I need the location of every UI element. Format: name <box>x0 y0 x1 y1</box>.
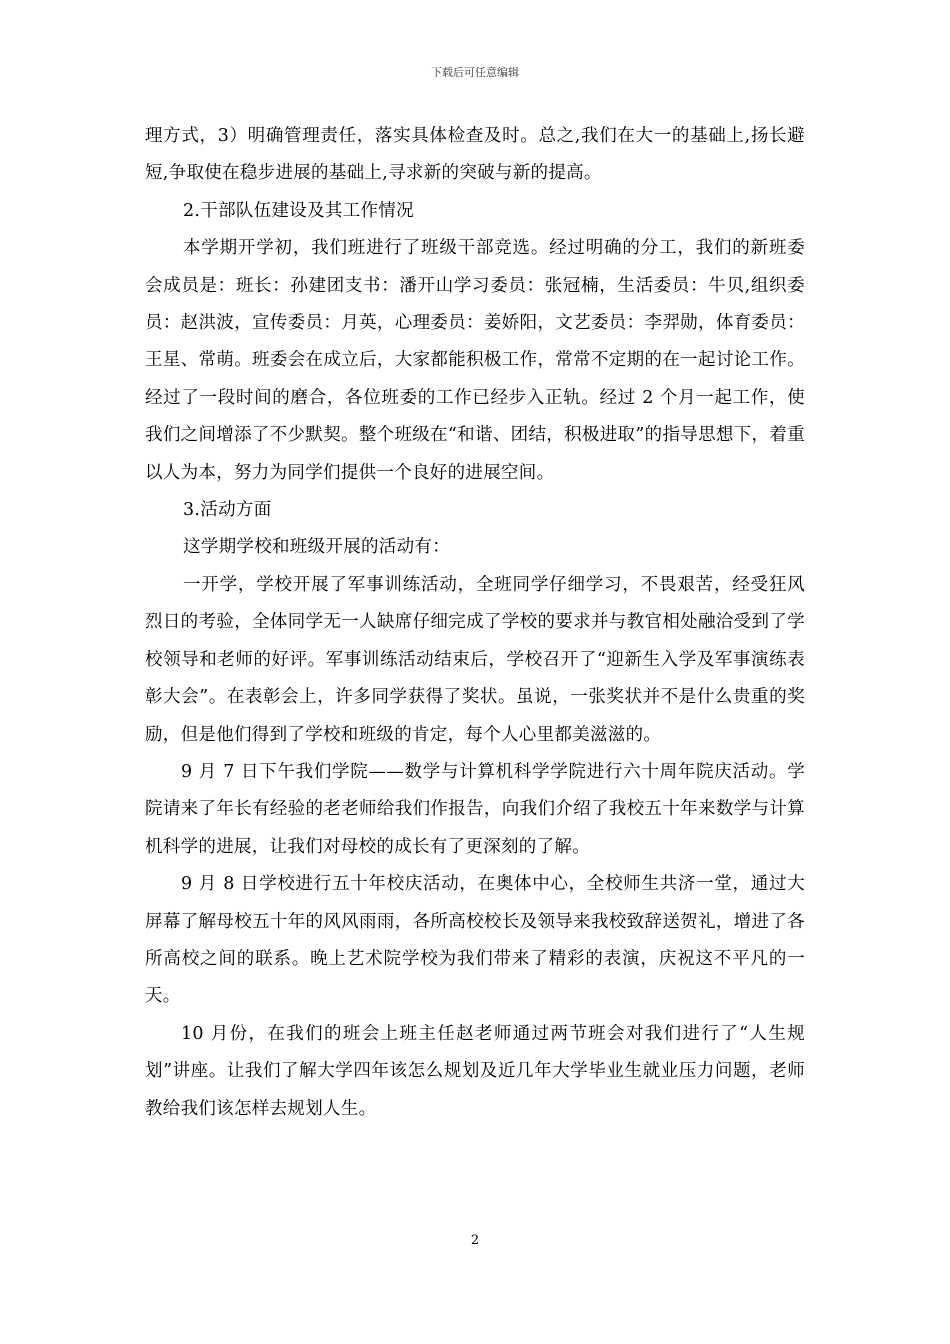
paragraph-school-anniversary: 9 月 8 日学校进行五十年校庆活动，在奥体中心，全校师生共济一堂，通过大屏幕了解母校五十年的风风雨雨，各所高校校长及领导来我校致辞送贺礼，增进了各所高校之间的联系。晚上艺术院学校为我们带来了精彩的表演，庆祝这不平凡的一天。 <box>145 874 805 1007</box>
document-body <box>145 118 805 1128</box>
page-header: 下载后可任意编辑 <box>431 66 519 79</box>
section-heading-cadre: 2.干部队伍建设及其工作情况 <box>183 200 414 221</box>
page-number: 2 <box>470 1233 480 1248</box>
paragraph-class-committee: 本学期开学初，我们班进行了班级干部竞选。经过明确的分工，我们的新班委会成员是：班长：孙建团支书：潘开山学习委员：张冠楠，生活委员：牛贝,组织委员：赵洪波，宣传委员：月英，心理委员：姜娇阳，文艺委员：李羿勋，体育委员：王星、常萌。班委会在成立后，大家都能积极工作，常常不定期的在一起讨论工作。经过了一段时间的磨合，各位班委的工作已经步入正轨。经过 2 个月一起工作，使我们之间增添了不少默契。整个班级在“和谐、团结，积极进取”的指导思想下，着重以人为本，努力为同学们提供一个良好的进展空间。 <box>145 238 805 483</box>
paragraph-activities-intro: 这学期学校和班级开展的活动有： <box>183 537 450 558</box>
section-heading-activities: 3.活动方面 <box>183 500 272 521</box>
paragraph-military-training: 一开学，学校开展了军事训练活动，全班同学仔细学习，不畏艰苦，经受狂风烈日的考验，全体同学无一人缺席仔细完成了学校的要求并与教官相处融洽受到了学校领导和老师的好评。军事训练活动结束后，学校召开了“迎新生入学及军事演练表彰大会”。在表彰会上，许多同学获得了奖状。虽说，一张奖状并不是什么贵重的奖励，但是他们得到了学校和班级的肯定，每个人心里都美滋滋的。 <box>145 574 805 745</box>
paragraph-life-planning: 10 月份，在我们的班会上班主任赵老师通过两节班会对我们进行了“人生规划”讲座。让我们了解大学四年该怎么规划及近几年大学毕业生就业压力问题，老师教给我们该怎样去规划人生。 <box>145 1023 805 1119</box>
paragraph-management-summary: 理方式，3）明确管理责任，落实具体检查及时。总之,我们在大一的基础上,扬长避短,争取使在稳步进展的基础上,寻求新的突破与新的提高。 <box>145 126 805 184</box>
paragraph-college-anniversary: 9 月 7 日下午我们学院——数学与计算机科学学院进行六十周年院庆活动。学院请来了年长有经验的老老师给我们作报告，向我们介绍了我校五十年来数学与计算机科学的进展，让我们对母校的成长有了更深刻的了解。 <box>145 761 805 857</box>
